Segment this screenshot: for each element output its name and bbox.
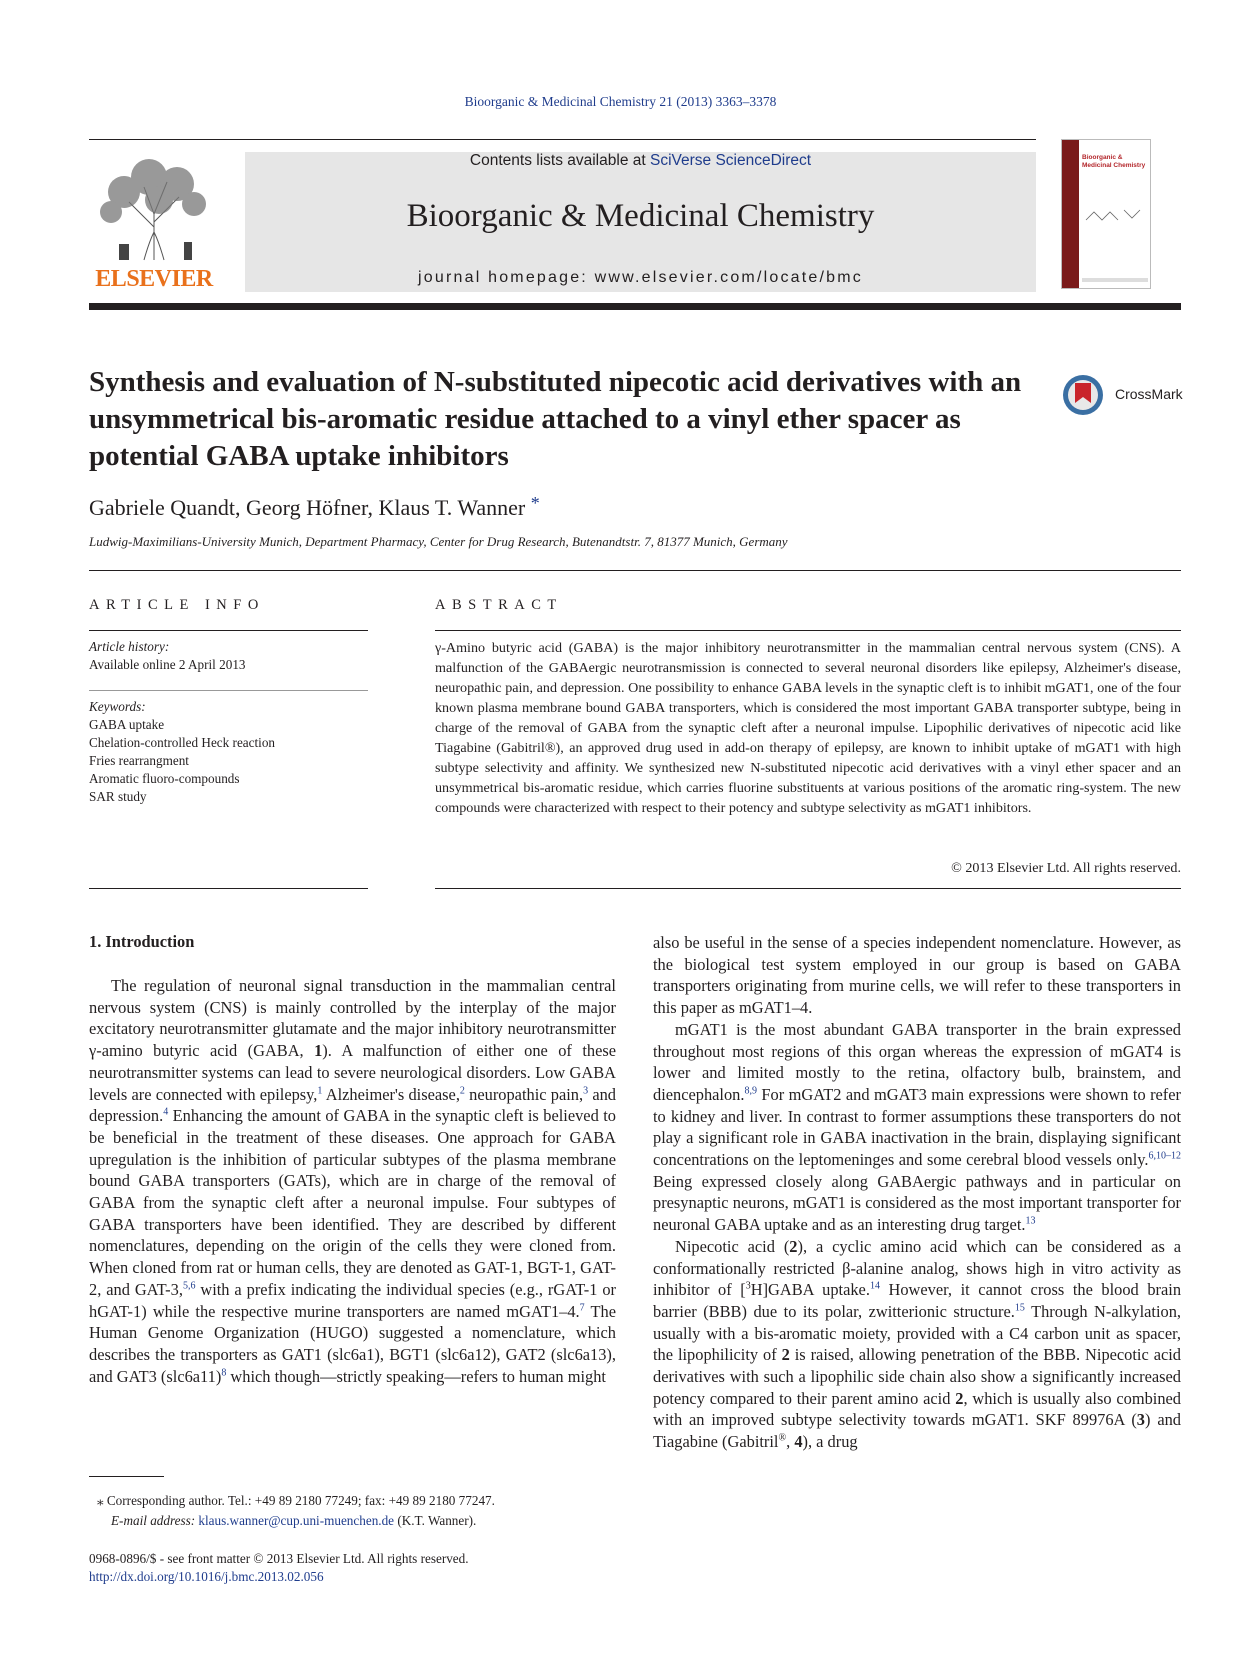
contents-line xyxy=(245,152,1036,170)
text-run: ) and Tiagabine (Gabitril xyxy=(653,1410,1181,1452)
reference-link[interactable]: 6,10–12 xyxy=(1148,1150,1181,1162)
reference-link[interactable]: 8,9 xyxy=(744,1085,757,1097)
compound-number: 2 xyxy=(781,1345,790,1365)
text-run: The regulation of neuronal signal transduction in the mammalian central nervous system (CNS) is mainly controlled by the interplay of the major excitatory neurotransmitter glutamate and the major inhibitory neurotransmitter γ-amino butyric acid (GABA, xyxy=(89,976,616,1061)
registered-mark: ® xyxy=(778,1432,787,1444)
keyword-item: Aromatic fluoro-compounds xyxy=(89,771,240,786)
body-column-right xyxy=(653,932,1181,1453)
author-line xyxy=(89,493,540,521)
abstract-heading: ABSTRACT xyxy=(435,597,563,613)
reference-link[interactable]: 15 xyxy=(1014,1302,1025,1314)
article-history xyxy=(89,638,368,674)
email-label: E-mail address: xyxy=(111,1513,199,1528)
compound-number: 2 xyxy=(789,1236,798,1256)
paragraph: also be useful in the sense of a species independent nomenclature. However, as the biological test system employed in our group is based on GABA transporters originating from murine cells, we will refer to these transporters in this paper as mGAT1–4. xyxy=(653,933,1181,1018)
text-run: Being expressed closely along GABAergic pathways and in particular on presynaptic neurons, mGAT1 is considered as the most important transporter for neuronal GABA uptake and as an interesting drug target. xyxy=(653,1171,1181,1235)
compound-number: 2 xyxy=(955,1388,964,1408)
reference-link[interactable]: 8 xyxy=(221,1367,227,1379)
text-run: which though—strictly speaking—refers to human might xyxy=(226,1366,606,1386)
email-suffix: (K.T. Wanner). xyxy=(394,1513,477,1528)
paragraph xyxy=(653,1236,1181,1453)
reference-link[interactable]: 7 xyxy=(579,1302,585,1314)
text-run: Enhancing the amount of GABA in the synaptic cleft is believed to be beneficial in the treatment of these diseases. One approach for GABA upregulation is the inhibition of particular subtypes of the plasma membrane bound GABA transporters (GATs), which are in charge of the removal of GABA from the synaptic cleft after a neuronal impulse. Four subtypes of GABA transporters have been identified. They are described by different nomenclatures, depending on the origin of the cells they were cloned from. When cloned from rat or human cells, they are denoted as GAT-1, BGT-1, GAT-2, and GAT-3, xyxy=(89,1106,616,1299)
footnote-marker: ⁎ xyxy=(97,1493,104,1508)
text-run: , which is usually also combined with an improved subtype selectivity towards mGAT1. SKF 89976A ( xyxy=(653,1388,1181,1430)
author-names: Gabriele Quandt, Georg Höfner, Klaus T. Wanner xyxy=(89,495,526,520)
elsevier-wordmark: ELSEVIER xyxy=(95,266,213,292)
abstract-copyright: © 2013 Elsevier Ltd. All rights reserved. xyxy=(951,860,1181,876)
info-rule-separator xyxy=(89,690,368,691)
text-run: , xyxy=(786,1432,795,1452)
text-run: However, it cannot cross the blood brain barrier (BBB) due to its polar, zwitterionic structure. xyxy=(653,1280,1182,1321)
info-rule-top xyxy=(89,630,368,631)
page-footer xyxy=(89,1550,469,1586)
reference-link[interactable]: 13 xyxy=(1025,1215,1036,1227)
corresponding-author-mark[interactable]: * xyxy=(530,493,540,513)
body-column-left xyxy=(89,975,616,1387)
title-rule xyxy=(89,570,1181,571)
footnote-email-line xyxy=(97,1511,495,1531)
compound-number: 1 xyxy=(314,1041,323,1061)
abstract-rule-top xyxy=(435,630,1181,631)
crossmark-label: CrossMark xyxy=(1115,386,1183,402)
paragraph xyxy=(653,1019,1181,1236)
cover-structure-drawing xyxy=(1084,200,1146,230)
cover-title: Bioorganic & Medicinal Chemistry xyxy=(1082,154,1146,169)
text-run: The Human Genome Organization (HUGO) suggested a nomenclature, which describes the transporters as GAT1 (slc6a1), BGT1 (slc6a12), GAT2 (slc6a13), and GAT3 (slc6a11) xyxy=(89,1301,616,1386)
text-run: Nipecotic acid ( xyxy=(675,1236,790,1256)
keywords-label: Keywords: xyxy=(89,699,146,714)
reference-link[interactable]: 14 xyxy=(869,1280,880,1292)
header-rule xyxy=(89,139,1036,140)
crossmark-badge[interactable] xyxy=(1061,373,1181,423)
sciencedirect-link[interactable]: SciVerse ScienceDirect xyxy=(649,152,812,169)
reference-link[interactable]: 3 xyxy=(583,1085,589,1097)
text-run: is raised, allowing penetration of the BBB. Nipecotic acid derivatives with such a lipophilic side chain also show a significantly increased potency compared to their parent amino acid xyxy=(653,1345,1181,1408)
footnote-contact: Corresponding author. Tel.: +49 89 2180 77249; fax: +49 89 2180 77247. xyxy=(106,1493,495,1508)
article-title: Synthesis and evaluation of N-substituted nipecotic acid derivatives with an unsymmetrical bis-aromatic residue attached to a vinyl ether spacer as potential GABA uptake inhibitors xyxy=(89,366,1022,472)
doi-link[interactable]: http://dx.doi.org/10.1016/j.bmc.2013.02.056 xyxy=(89,1569,324,1584)
keyword-item: SAR study xyxy=(89,789,147,804)
header-thick-rule xyxy=(89,303,1181,310)
compound-number: 3 xyxy=(1136,1410,1145,1430)
history-label: Article history: xyxy=(89,639,170,654)
contents-prefix: Contents lists available at xyxy=(469,152,650,169)
text-run: ), a cyclic amino acid which can be considered as a conformationally restricted β-alanine analog, shows high in vitro activity as inhibitor of [ xyxy=(653,1236,1181,1300)
text-run: ), a drug xyxy=(802,1432,858,1452)
isotope-superscript: 3 xyxy=(745,1280,751,1292)
text-run: Through N-alkylation, usually with a bis-aromatic moiety, provided with a C4 carbon unit as spacer, the lipophilicity of xyxy=(653,1301,1181,1365)
reference-link[interactable]: 2 xyxy=(459,1085,465,1097)
paragraph xyxy=(89,975,616,1387)
text-run: ). A malfunction of either one of these neurotransmitter systems can lead to severe neurological disorders. Low GABA levels are connected with epilepsy, xyxy=(89,1041,616,1104)
crossmark-icon xyxy=(1061,373,1109,421)
journal-title: Bioorganic & Medicinal Chemistry xyxy=(406,198,875,234)
info-rule-bottom xyxy=(89,888,368,889)
keyword-item: Chelation-controlled Heck reaction xyxy=(89,735,276,750)
keyword-item: Fries rearrangment xyxy=(89,753,189,768)
section-heading: 1. Introduction xyxy=(89,932,195,951)
footnote-rule xyxy=(89,1476,164,1477)
article-info-heading: ARTICLE INFO xyxy=(89,597,265,613)
text-run: H]GABA uptake. xyxy=(750,1280,870,1300)
journal-cover-thumbnail xyxy=(1061,139,1151,289)
text-run: For mGAT2 and mGAT3 main expressions were shown to refer to kidney and liver. In contrast to former assumptions these transporters do not play a significant role in GABA inactivation in the brain, displaying significant concentrations on the leptomeninges and some cerebral blood vessels only. xyxy=(653,1084,1181,1170)
abstract-rule-bottom xyxy=(435,888,1181,889)
text-run: Alzheimer's disease, xyxy=(322,1084,460,1104)
email-link[interactable]: klaus.wanner@cup.uni-muenchen.de xyxy=(198,1513,395,1528)
history-value: Available online 2 April 2013 xyxy=(89,657,246,672)
journal-citation[interactable]: Bioorganic & Medicinal Chemistry 21 (2013) 3363–3378 xyxy=(464,94,777,109)
keywords-block xyxy=(89,698,368,806)
compound-number: 4 xyxy=(794,1432,803,1452)
cover-spine xyxy=(1062,140,1079,289)
reference-link[interactable]: 5,6 xyxy=(182,1280,196,1292)
corresponding-footnote xyxy=(97,1491,495,1531)
keyword-item: GABA uptake xyxy=(89,717,165,732)
reference-link[interactable]: 4 xyxy=(163,1106,169,1118)
text-run: with a prefix indicating the individual species (e.g., rGAT-1 or hGAT-1) while the respective murine transporters are named mGAT1–4. xyxy=(89,1279,616,1321)
cover-footer xyxy=(1082,278,1148,282)
abstract-text: γ-Amino butyric acid (GABA) is the major inhibitory neurotransmitter in the mammalian central nervous system (CNS). A malfunction of the GABAergic neurotransmission is connected to several neuronal disorders like epilepsy, Alzheimer's disease, neuropathic pain, and depression. One possibility to enhance GABA levels in the synaptic cleft is to inhibit mGAT1, one of the four known plasma membrane bound GABA transporters, which is considered the most important GABA transporter subtype, being in charge of the removal of GABA from the synaptic cleft after a neuronal impulse. Lipophilic derivatives of nipecotic acid like Tiagabine (Gabitril®), an approved drug used in add-on therapy of epilepsy, are known to inhibit uptake of mGAT1 with high subtype selectivity and affinity. We synthesized new N-substituted nipecotic acid derivatives with a vinyl ether spacer and an unsymmetrical bis-aromatic residue, which carries fluorine substituents at various positions of the aromatic ring-system. The new compounds were characterized with respect to their potency and subtype selectivity as mGAT1 inhibitors. xyxy=(435,640,1181,816)
text-run: and depression. xyxy=(89,1084,616,1126)
footnote-line xyxy=(97,1491,495,1511)
text-run: mGAT1 is the most abundant GABA transporter in the brain expressed throughout most regions of this organ whereas the expression of mGAT4 is lower and limited mostly to the retina, olfactory bulb, brainstem, and diencephalon. xyxy=(653,1019,1181,1104)
issn-line: 0968-0896/$ - see front matter © 2013 Elsevier Ltd. All rights reserved. xyxy=(89,1551,469,1566)
journal-homepage[interactable]: journal homepage: www.elsevier.com/locate/bmc xyxy=(418,269,863,286)
affiliation: Ludwig-Maximilians-University Munich, Department Pharmacy, Center for Drug Research, Butenandtstr. 7, 81377 Munich, Germany xyxy=(89,534,788,549)
reference-link[interactable]: 1 xyxy=(317,1085,323,1097)
text-run: neuropathic pain, xyxy=(464,1084,584,1104)
